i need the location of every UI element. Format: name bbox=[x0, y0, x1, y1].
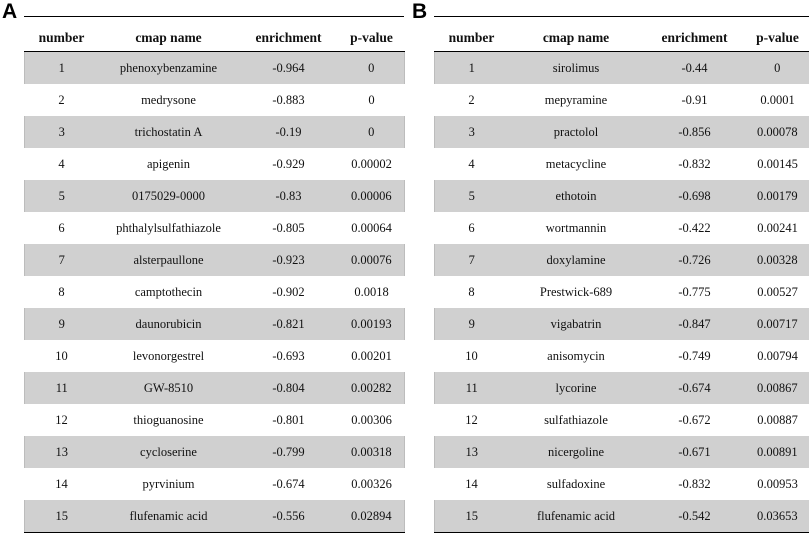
cell-cmap-name: sulfathiazole bbox=[509, 404, 644, 436]
cell-cmap-name: vigabatrin bbox=[509, 308, 644, 340]
cell-enrichment: -0.556 bbox=[239, 500, 339, 533]
table-row bbox=[435, 372, 809, 404]
cell-p-value: 0 bbox=[746, 52, 809, 85]
table-row bbox=[25, 372, 405, 404]
cell-p-value: 0.00193 bbox=[339, 308, 405, 340]
cell-p-value: 0.00006 bbox=[339, 180, 405, 212]
cell-number: 12 bbox=[435, 404, 509, 436]
cell-p-value: 0.00076 bbox=[339, 244, 405, 276]
table-row bbox=[25, 116, 405, 148]
cell-cmap-name: sulfadoxine bbox=[509, 468, 644, 500]
panel-label: B bbox=[412, 0, 427, 24]
cell-number: 8 bbox=[25, 276, 99, 308]
cell-cmap-name: apigenin bbox=[99, 148, 239, 180]
cell-p-value: 0 bbox=[339, 84, 405, 116]
cell-enrichment: -0.674 bbox=[644, 372, 746, 404]
cell-cmap-name: trichostatin A bbox=[99, 116, 239, 148]
cell-enrichment: -0.44 bbox=[644, 52, 746, 85]
table-row bbox=[25, 148, 405, 180]
cell-enrichment: -0.775 bbox=[644, 276, 746, 308]
cell-number: 14 bbox=[25, 468, 99, 500]
cell-enrichment: -0.929 bbox=[239, 148, 339, 180]
cell-p-value: 0.00201 bbox=[339, 340, 405, 372]
table-row bbox=[435, 244, 809, 276]
header-enrichment: enrichment bbox=[644, 25, 746, 52]
cell-number: 15 bbox=[435, 500, 509, 533]
table-row bbox=[435, 116, 809, 148]
cell-p-value: 0.00326 bbox=[339, 468, 405, 500]
cell-number: 6 bbox=[435, 212, 509, 244]
cell-enrichment: -0.804 bbox=[239, 372, 339, 404]
table-row bbox=[25, 340, 405, 372]
cell-p-value: 0.00002 bbox=[339, 148, 405, 180]
cell-cmap-name: nicergoline bbox=[509, 436, 644, 468]
cell-number: 13 bbox=[25, 436, 99, 468]
table-row bbox=[25, 500, 405, 533]
cell-enrichment: -0.422 bbox=[644, 212, 746, 244]
cell-cmap-name: thioguanosine bbox=[99, 404, 239, 436]
table-row bbox=[435, 212, 809, 244]
cell-cmap-name: camptothecin bbox=[99, 276, 239, 308]
cell-number: 10 bbox=[25, 340, 99, 372]
header-p-value: p-value bbox=[746, 25, 809, 52]
table-row bbox=[25, 212, 405, 244]
table-row bbox=[25, 276, 405, 308]
cell-p-value: 0.00328 bbox=[746, 244, 809, 276]
cell-number: 3 bbox=[435, 116, 509, 148]
cell-enrichment: -0.672 bbox=[644, 404, 746, 436]
cell-number: 9 bbox=[25, 308, 99, 340]
cell-p-value: 0.00867 bbox=[746, 372, 809, 404]
table-row bbox=[435, 148, 809, 180]
results-table-a bbox=[24, 25, 405, 533]
cell-number: 12 bbox=[25, 404, 99, 436]
cell-cmap-name: cycloserine bbox=[99, 436, 239, 468]
cell-number: 6 bbox=[25, 212, 99, 244]
cell-number: 15 bbox=[25, 500, 99, 533]
cell-cmap-name: pyrvinium bbox=[99, 468, 239, 500]
cell-enrichment: -0.693 bbox=[239, 340, 339, 372]
cell-cmap-name: metacycline bbox=[509, 148, 644, 180]
cell-number: 13 bbox=[435, 436, 509, 468]
cell-cmap-name: Prestwick-689 bbox=[509, 276, 644, 308]
cell-cmap-name: doxylamine bbox=[509, 244, 644, 276]
cell-cmap-name: GW-8510 bbox=[99, 372, 239, 404]
table-row bbox=[435, 52, 809, 85]
cell-number: 8 bbox=[435, 276, 509, 308]
cell-number: 5 bbox=[435, 180, 509, 212]
cell-enrichment: -0.902 bbox=[239, 276, 339, 308]
table-row bbox=[435, 436, 809, 468]
cell-p-value: 0.00179 bbox=[746, 180, 809, 212]
panel-a bbox=[0, 0, 405, 524]
cell-number: 3 bbox=[25, 116, 99, 148]
cell-cmap-name: levonorgestrel bbox=[99, 340, 239, 372]
cell-enrichment: -0.856 bbox=[644, 116, 746, 148]
cell-cmap-name: phthalylsulfathiazole bbox=[99, 212, 239, 244]
cell-cmap-name: phenoxybenzamine bbox=[99, 52, 239, 85]
cell-p-value: 0.0018 bbox=[339, 276, 405, 308]
cell-p-value: 0 bbox=[339, 116, 405, 148]
top-rule bbox=[434, 16, 809, 17]
cell-p-value: 0.00794 bbox=[746, 340, 809, 372]
cell-enrichment: -0.799 bbox=[239, 436, 339, 468]
cell-enrichment: -0.964 bbox=[239, 52, 339, 85]
cell-p-value: 0.0001 bbox=[746, 84, 809, 116]
cell-enrichment: -0.698 bbox=[644, 180, 746, 212]
header-row bbox=[435, 25, 809, 52]
cell-p-value: 0.00891 bbox=[746, 436, 809, 468]
cell-number: 2 bbox=[435, 84, 509, 116]
cell-cmap-name: medrysone bbox=[99, 84, 239, 116]
cell-cmap-name: wortmannin bbox=[509, 212, 644, 244]
table-row bbox=[25, 84, 405, 116]
cell-number: 4 bbox=[25, 148, 99, 180]
results-table-b bbox=[434, 25, 809, 533]
cell-enrichment: -0.726 bbox=[644, 244, 746, 276]
table-row bbox=[25, 180, 405, 212]
cell-enrichment: -0.832 bbox=[644, 468, 746, 500]
cell-p-value: 0.03653 bbox=[746, 500, 809, 533]
cell-p-value: 0.00318 bbox=[339, 436, 405, 468]
cell-cmap-name: lycorine bbox=[509, 372, 644, 404]
table-row bbox=[435, 84, 809, 116]
cell-cmap-name: anisomycin bbox=[509, 340, 644, 372]
cell-enrichment: -0.542 bbox=[644, 500, 746, 533]
header-p-value: p-value bbox=[339, 25, 405, 52]
cell-cmap-name: daunorubicin bbox=[99, 308, 239, 340]
table-row bbox=[25, 52, 405, 85]
header-cmap-name: cmap name bbox=[99, 25, 239, 52]
panel-b bbox=[410, 0, 809, 524]
table-row bbox=[435, 340, 809, 372]
cell-number: 5 bbox=[25, 180, 99, 212]
cell-number: 1 bbox=[435, 52, 509, 85]
cell-p-value: 0.00306 bbox=[339, 404, 405, 436]
header-number: number bbox=[435, 25, 509, 52]
table-row bbox=[25, 308, 405, 340]
header-number: number bbox=[25, 25, 99, 52]
cell-cmap-name: sirolimus bbox=[509, 52, 644, 85]
top-rule bbox=[24, 16, 404, 17]
table-row bbox=[25, 244, 405, 276]
cell-number: 11 bbox=[435, 372, 509, 404]
cell-p-value: 0.00282 bbox=[339, 372, 405, 404]
cell-p-value: 0 bbox=[339, 52, 405, 85]
cell-cmap-name: practolol bbox=[509, 116, 644, 148]
cell-number: 10 bbox=[435, 340, 509, 372]
header-row bbox=[25, 25, 405, 52]
cell-number: 1 bbox=[25, 52, 99, 85]
table-row bbox=[25, 468, 405, 500]
cell-enrichment: -0.847 bbox=[644, 308, 746, 340]
table-row bbox=[435, 468, 809, 500]
cell-enrichment: -0.923 bbox=[239, 244, 339, 276]
cell-enrichment: -0.801 bbox=[239, 404, 339, 436]
panel-label: A bbox=[2, 0, 17, 24]
cell-cmap-name: ethotoin bbox=[509, 180, 644, 212]
cell-cmap-name: alsterpaullone bbox=[99, 244, 239, 276]
table-row bbox=[435, 500, 809, 533]
cell-enrichment: -0.883 bbox=[239, 84, 339, 116]
cell-number: 11 bbox=[25, 372, 99, 404]
cell-enrichment: -0.832 bbox=[644, 148, 746, 180]
cell-number: 7 bbox=[25, 244, 99, 276]
cell-cmap-name: flufenamic acid bbox=[509, 500, 644, 533]
cell-p-value: 0.00078 bbox=[746, 116, 809, 148]
cell-enrichment: -0.91 bbox=[644, 84, 746, 116]
cell-enrichment: -0.805 bbox=[239, 212, 339, 244]
cell-number: 14 bbox=[435, 468, 509, 500]
header-enrichment: enrichment bbox=[239, 25, 339, 52]
cell-p-value: 0.02894 bbox=[339, 500, 405, 533]
cell-cmap-name: mepyramine bbox=[509, 84, 644, 116]
cell-number: 2 bbox=[25, 84, 99, 116]
cell-enrichment: -0.671 bbox=[644, 436, 746, 468]
cell-p-value: 0.00241 bbox=[746, 212, 809, 244]
cell-enrichment: -0.674 bbox=[239, 468, 339, 500]
cell-enrichment: -0.749 bbox=[644, 340, 746, 372]
cell-p-value: 0.00064 bbox=[339, 212, 405, 244]
cell-number: 9 bbox=[435, 308, 509, 340]
cell-p-value: 0.00953 bbox=[746, 468, 809, 500]
cell-enrichment: -0.83 bbox=[239, 180, 339, 212]
table-row bbox=[435, 180, 809, 212]
table-row bbox=[25, 436, 405, 468]
header-cmap-name: cmap name bbox=[509, 25, 644, 52]
cell-cmap-name: flufenamic acid bbox=[99, 500, 239, 533]
cell-cmap-name: 0175029-0000 bbox=[99, 180, 239, 212]
table-row bbox=[435, 308, 809, 340]
cell-number: 4 bbox=[435, 148, 509, 180]
cell-p-value: 0.00887 bbox=[746, 404, 809, 436]
cell-enrichment: -0.19 bbox=[239, 116, 339, 148]
table-row bbox=[25, 404, 405, 436]
table-row bbox=[435, 276, 809, 308]
table-row bbox=[435, 404, 809, 436]
cell-p-value: 0.00145 bbox=[746, 148, 809, 180]
cell-number: 7 bbox=[435, 244, 509, 276]
cell-p-value: 0.00717 bbox=[746, 308, 809, 340]
cell-p-value: 0.00527 bbox=[746, 276, 809, 308]
cell-enrichment: -0.821 bbox=[239, 308, 339, 340]
